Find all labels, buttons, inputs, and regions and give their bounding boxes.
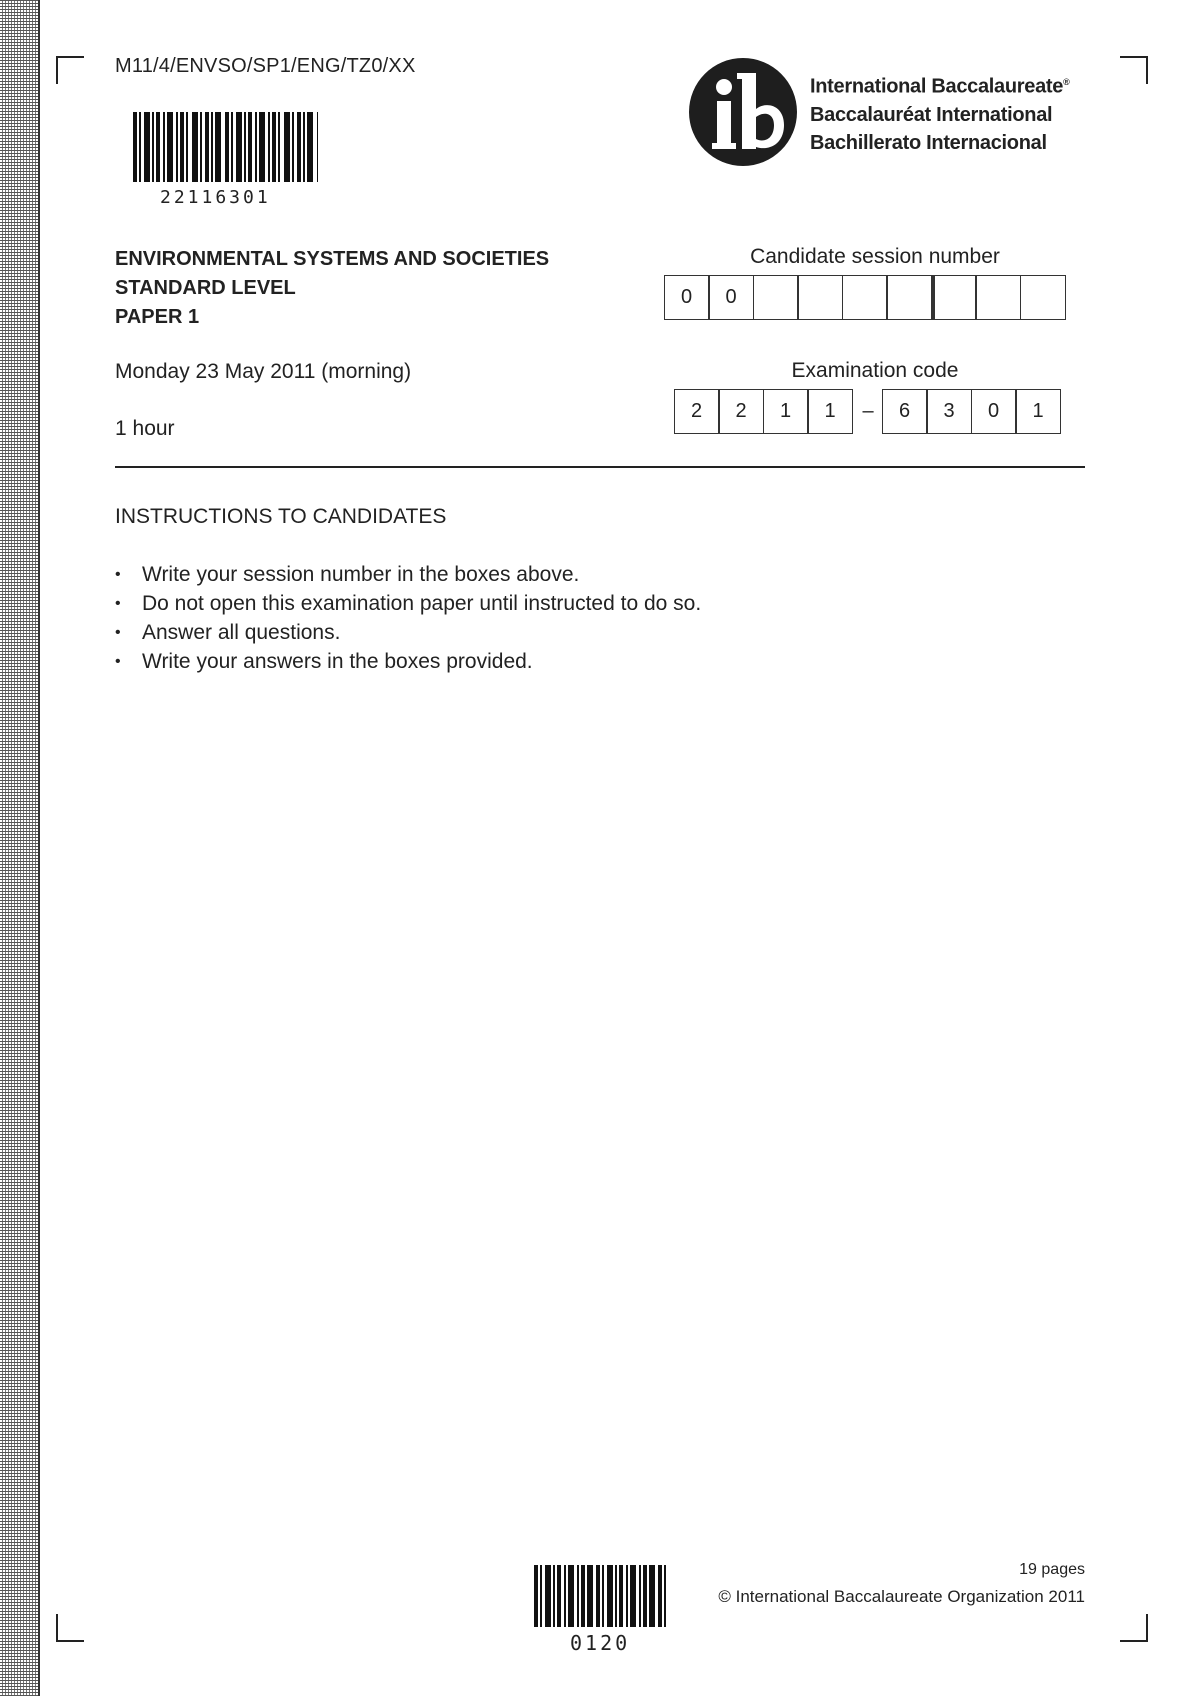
- exam-code-digit: 2: [718, 389, 764, 434]
- bullet-icon: •: [115, 624, 121, 641]
- subject-level: STANDARD LEVEL: [115, 277, 296, 299]
- barcode-number-top: 22116301: [160, 187, 271, 208]
- session-digit-box[interactable]: [1020, 275, 1066, 320]
- exam-code-digit: 1: [763, 389, 809, 434]
- instruction-item: • Write your answers in the boxes provided.: [115, 647, 701, 676]
- crop-mark-bottom-left: [56, 1614, 84, 1642]
- instruction-item: • Do not open this examination paper until instructed to do so.: [115, 589, 701, 618]
- subject-title: ENVIRONMENTAL SYSTEMS AND SOCIETIES: [115, 248, 550, 270]
- examination-code-boxes: [675, 389, 1061, 434]
- candidate-session-label: Candidate session number: [750, 245, 1000, 268]
- session-digit-box[interactable]: [886, 275, 932, 320]
- barcode-bottom: [534, 1565, 666, 1627]
- candidate-session-boxes: [665, 275, 1066, 320]
- session-digit-box[interactable]: [753, 275, 799, 320]
- instruction-item: • Write your session number in the boxes above.: [115, 560, 701, 589]
- barcode-number-bottom: 0120: [570, 1631, 631, 1655]
- bullet-icon: •: [115, 653, 121, 670]
- session-digit-box[interactable]: [842, 275, 888, 320]
- instructions-list: [115, 560, 701, 676]
- session-digit-box[interactable]: [797, 275, 843, 320]
- exam-code-digit: 3: [926, 389, 972, 434]
- crop-mark-top-right: [1120, 56, 1148, 84]
- paper-number: PAPER 1: [115, 306, 200, 328]
- exam-code-digit: 1: [1015, 389, 1061, 434]
- session-digit-box[interactable]: [975, 275, 1021, 320]
- subject-block: [115, 245, 549, 332]
- instruction-item: • Answer all questions.: [115, 618, 701, 647]
- exam-code-separator: –: [862, 400, 874, 422]
- ib-name-english: International Baccalaureate®: [810, 75, 1070, 98]
- exam-code-digit: 0: [971, 389, 1017, 434]
- session-digit-box[interactable]: 0: [708, 275, 754, 320]
- instructions-heading: INSTRUCTIONS TO CANDIDATES: [115, 505, 447, 528]
- barcode-top: [133, 112, 318, 182]
- ib-name-spanish: Bachillerato Internacional: [810, 131, 1047, 154]
- examination-code-label: Examination code: [791, 359, 959, 382]
- ib-logo-icon: [688, 57, 798, 167]
- reference-code: M11/4/ENVSO/SP1/ENG/TZ0/XX: [115, 55, 416, 77]
- session-digit-box[interactable]: [931, 275, 977, 320]
- registered-mark: ®: [1063, 77, 1070, 87]
- header-divider: [115, 466, 1085, 468]
- bullet-icon: •: [115, 566, 121, 583]
- exam-date: Monday 23 May 2011 (morning): [115, 360, 412, 383]
- copyright-notice: © International Baccalaureate Organization 2011: [718, 1587, 1085, 1606]
- exam-duration: 1 hour: [115, 417, 175, 440]
- exam-code-digit: 2: [674, 389, 720, 434]
- crop-mark-top-left: [56, 56, 84, 84]
- bullet-icon: •: [115, 595, 121, 612]
- ib-organization-names: [810, 68, 1069, 157]
- exam-code-digit: 6: [882, 389, 928, 434]
- page-count: 19 pages: [1019, 1561, 1085, 1578]
- ib-name-french: Baccalauréat International: [810, 103, 1053, 126]
- exam-code-digit: 1: [807, 389, 853, 434]
- binding-strip: [0, 0, 40, 1696]
- session-digit-box[interactable]: 0: [664, 275, 710, 320]
- crop-mark-bottom-right: [1120, 1614, 1148, 1642]
